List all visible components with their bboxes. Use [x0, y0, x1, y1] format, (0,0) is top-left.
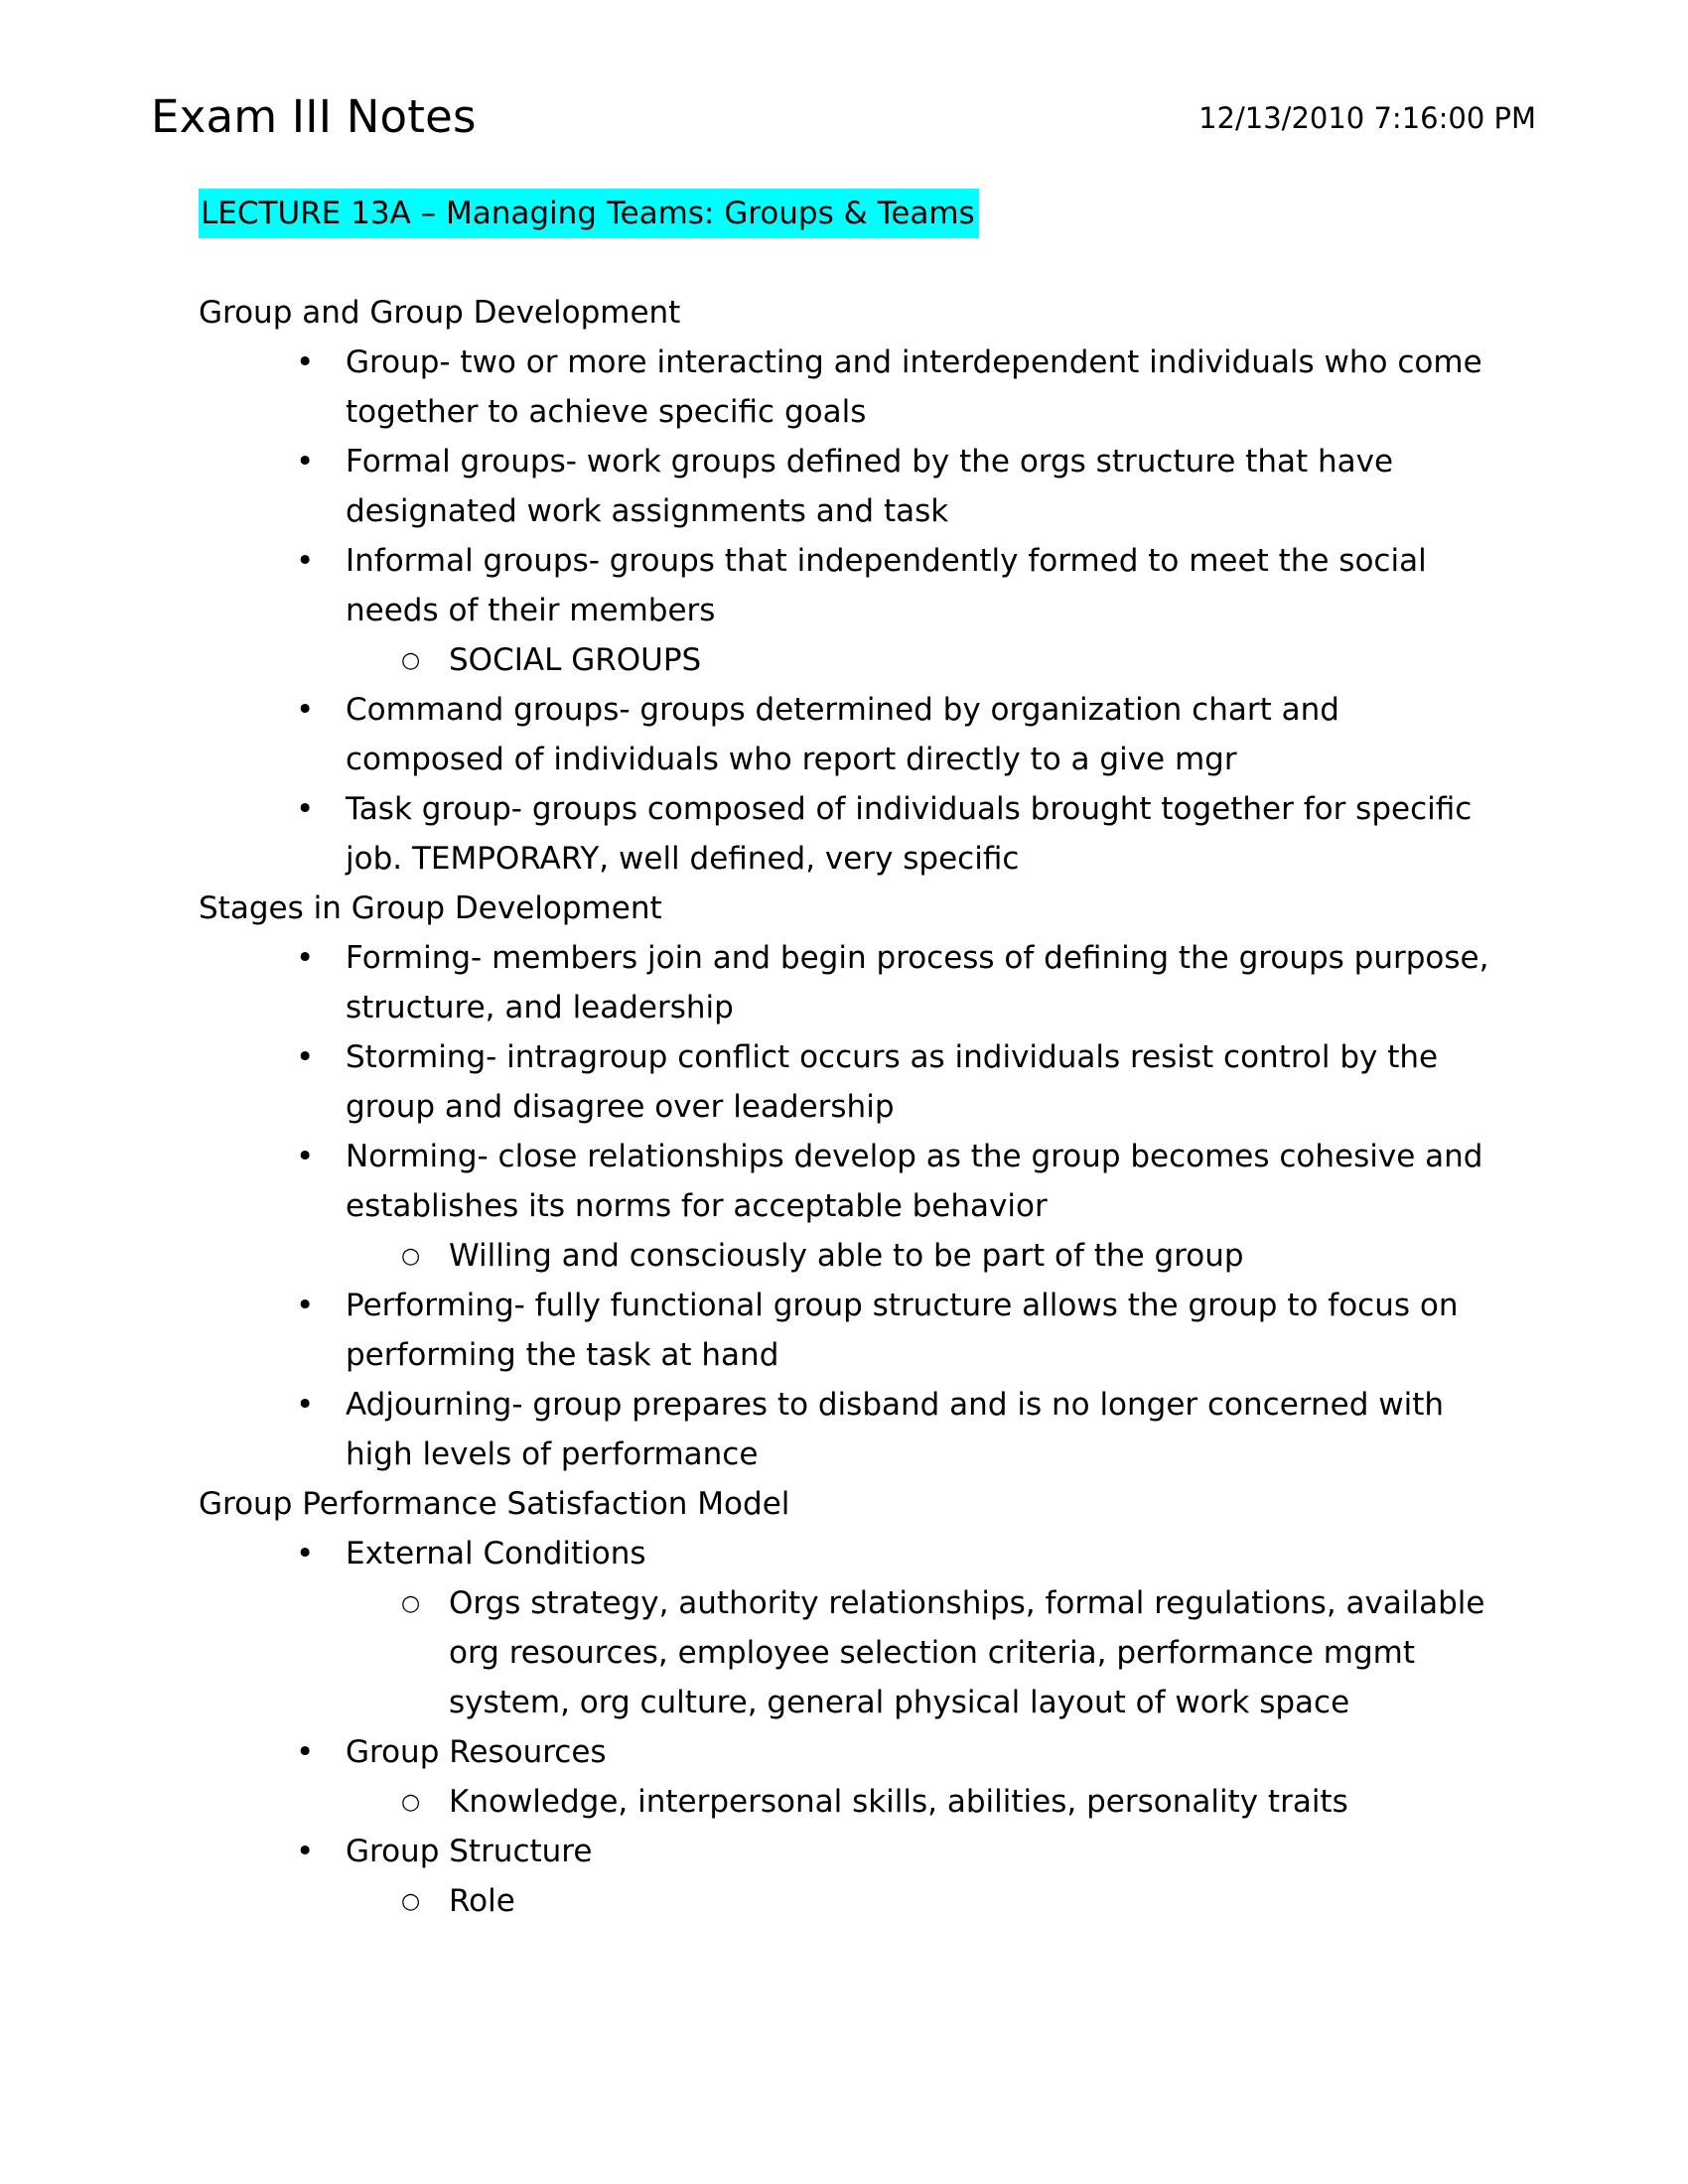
bullet-disc-icon: •	[296, 1734, 315, 1770]
document-timestamp: 12/13/2010 7:16:00 PM	[1198, 101, 1536, 135]
document-body	[0, 189, 1688, 1926]
page-title: Exam III Notes	[151, 90, 477, 143]
bullet-item	[296, 1032, 1499, 1132]
bullet-text: External Conditions	[346, 1536, 646, 1571]
bullet-text: Forming- members join and begin process of defining the groups purpose, structure, and leadership	[346, 940, 1489, 1025]
bullet-disc-icon: •	[296, 444, 315, 479]
sub-bullet-item	[401, 1876, 1499, 1926]
bullet-disc-icon: •	[296, 1387, 315, 1423]
bullet-text: Group- two or more interacting and interdependent individuals who come together to achieve specific goals	[346, 344, 1482, 430]
section-bullet-list	[0, 1529, 1688, 1926]
bullet-text: Command groups- groups determined by organization chart and composed of individuals who report directly to a give mgr	[346, 692, 1339, 777]
bullet-text: Willing and consciously able to be part of the group	[449, 1238, 1244, 1274]
blank-line	[0, 238, 1688, 288]
sub-bullet-item	[401, 1231, 1499, 1281]
bullet-item	[296, 1380, 1499, 1479]
bullet-disc-icon: •	[296, 344, 315, 380]
bullet-item	[296, 1529, 1499, 1578]
bullet-item	[296, 933, 1499, 1032]
lecture-heading-row	[0, 189, 1688, 238]
bullet-text: Adjourning- group prepares to disband and is no longer concerned with high levels of performance	[346, 1387, 1445, 1472]
bullet-disc-icon: •	[296, 1288, 315, 1323]
section-heading: Group Performance Satisfaction Model	[199, 1486, 790, 1522]
bullet-disc-icon: •	[296, 692, 315, 728]
bullet-text: Group Structure	[346, 1834, 593, 1869]
bullet-disc-icon: •	[296, 940, 315, 976]
bullet-item	[296, 338, 1499, 437]
bullet-text: Informal groups- groups that independently formed to meet the social needs of their members	[346, 543, 1427, 628]
bullet-circle-icon: ○	[401, 1790, 421, 1815]
bullet-text: Storming- intragroup conflict occurs as individuals resist control by the group and disagree over leadership	[346, 1039, 1439, 1125]
section-bullet-list	[0, 933, 1688, 1479]
bullet-item	[296, 685, 1499, 784]
bullet-circle-icon: ○	[401, 1889, 421, 1914]
bullet-disc-icon: •	[296, 1139, 315, 1174]
bullet-item	[296, 1132, 1499, 1231]
bullet-circle-icon: ○	[401, 648, 421, 673]
bullet-circle-icon: ○	[401, 1591, 421, 1616]
bullet-text: Norming- close relationships develop as the group becomes cohesive and establishes its norms for acceptable behavior	[346, 1139, 1483, 1224]
bullet-text: Role	[449, 1883, 515, 1919]
bullet-text: Performing- fully functional group structure allows the group to focus on performing the task at hand	[346, 1288, 1459, 1373]
bullet-item	[296, 1727, 1499, 1777]
section-bullet-list	[0, 338, 1688, 884]
lecture-heading-highlighted: LECTURE 13A – Managing Teams: Groups & Teams	[199, 189, 979, 238]
bullet-disc-icon: •	[296, 543, 315, 579]
document-header	[151, 91, 1536, 143]
sub-bullet-item	[401, 1777, 1499, 1827]
bullet-item	[296, 1281, 1499, 1380]
section-heading: Group and Group Development	[199, 295, 681, 331]
bullet-disc-icon: •	[296, 1834, 315, 1869]
bullet-text: Knowledge, interpersonal skills, abilities, personality traits	[449, 1784, 1348, 1820]
bullet-item	[296, 437, 1499, 536]
bullet-text: Group Resources	[346, 1734, 607, 1770]
bullet-circle-icon: ○	[401, 1244, 421, 1269]
bullet-item	[296, 1827, 1499, 1876]
bullet-text: SOCIAL GROUPS	[449, 642, 702, 678]
sections-container	[0, 288, 1688, 1926]
bullet-text: Task group- groups composed of individuals brought together for specific job. TEMPORARY, well defined, very specific	[346, 791, 1473, 877]
bullet-text: Formal groups- work groups defined by the orgs structure that have designated work assignments and task	[346, 444, 1394, 529]
bullet-disc-icon: •	[296, 1536, 315, 1571]
bullet-disc-icon: •	[296, 791, 315, 827]
sub-bullet-item	[401, 635, 1499, 685]
sub-bullet-item	[401, 1578, 1499, 1727]
bullet-text: Orgs strategy, authority relationships, formal regulations, available org resources, employee selection criteria, performance mgmt system, org culture, general physical layout of work space	[449, 1585, 1485, 1720]
bullet-item	[296, 536, 1499, 635]
bullet-disc-icon: •	[296, 1039, 315, 1075]
section-heading: Stages in Group Development	[199, 890, 662, 926]
bullet-item	[296, 784, 1499, 884]
